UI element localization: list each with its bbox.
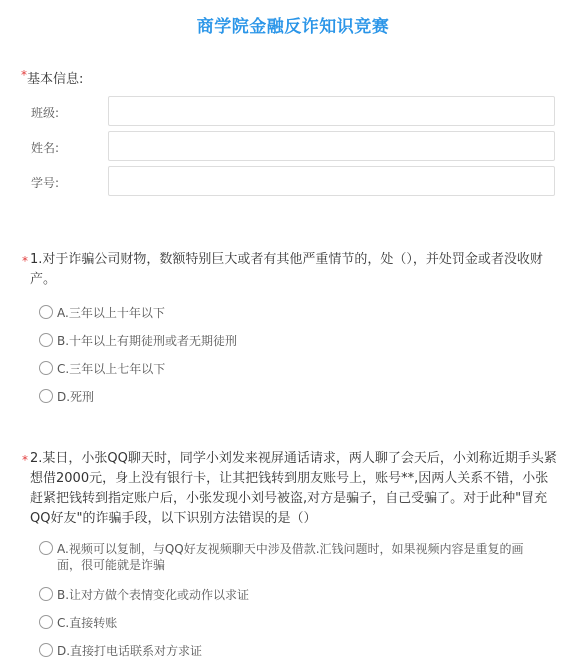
student-id-input[interactable] <box>108 166 555 196</box>
option-label: D.直接打电话联系对方求证 <box>57 644 203 658</box>
name-field-row <box>0 131 586 163</box>
class-field-row <box>0 96 586 128</box>
required-mark: * <box>21 68 27 82</box>
name-label: 姓名: <box>31 141 60 155</box>
class-input[interactable] <box>108 96 555 126</box>
name-input[interactable] <box>108 131 555 161</box>
radio-button[interactable] <box>39 361 53 375</box>
radio-button[interactable] <box>39 643 53 657</box>
radio-button[interactable] <box>39 587 53 601</box>
basic-info-text: 基本信息: <box>27 72 84 87</box>
radio-button[interactable] <box>39 389 53 403</box>
option-label: B.让对方做个表情变化或动作以求证 <box>57 588 250 602</box>
option-label: B.十年以上有期徒刑或者无期徒刑 <box>57 334 238 348</box>
radio-button[interactable] <box>39 305 53 319</box>
radio-button[interactable] <box>39 615 53 629</box>
radio-button[interactable] <box>39 333 53 347</box>
page-title: 商学院金融反诈知识竞赛 <box>196 17 390 37</box>
required-mark: * <box>22 453 28 467</box>
required-mark: * <box>22 254 28 268</box>
option-label: C.三年以上七年以下 <box>57 362 166 376</box>
question-2-text: 2.某日，小张QQ聊天时，同学小刘发来视屏通话请求，两人聊了会天后，小刘称近期手头紧想借2000元，身上没有银行卡，让其把钱转到朋友账号上，账号**,因两人关系不错，小张赶紧把钱转到指定账户后，小张发现小刘号被盗,对方是骗子，自己受骗了。对于此种"冒充QQ好友"的诈骗手段，以下识别方法错误的是（） <box>30 451 557 526</box>
option-label: A.视频可以复制，与QQ好友视频聊天中涉及借款.汇钱问题时，如果视频内容是重复的画面，很可能就是诈骗 <box>57 542 524 572</box>
basic-info-label <box>21 68 84 87</box>
radio-button[interactable] <box>39 541 53 555</box>
option-label: A.三年以上十年以下 <box>57 306 165 320</box>
student-id-field-row <box>0 166 586 198</box>
question-1 <box>22 250 557 290</box>
question-2 <box>22 449 557 529</box>
option-label: C.直接转账 <box>57 616 118 630</box>
option-label: D.死刑 <box>57 390 95 404</box>
student-id-label: 学号: <box>31 176 60 190</box>
class-label: 班级: <box>31 106 60 120</box>
question-1-text: 1.对于诈骗公司财物，数额特别巨大或者有其他严重情节的，处（），并处罚金或者没收财产。 <box>30 252 543 287</box>
